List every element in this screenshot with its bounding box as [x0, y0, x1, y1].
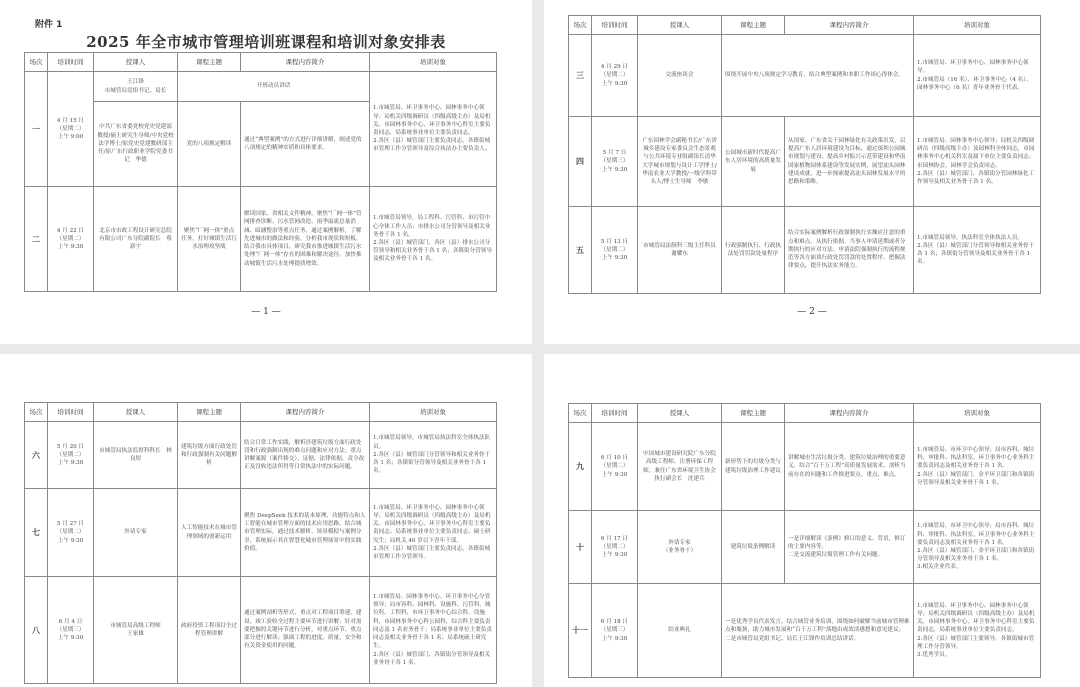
- header-session: 场次: [569, 16, 592, 35]
- training-time: 6 月 17 日 （星期二） 上午 9:30: [592, 511, 638, 584]
- course-topic: 公园城市新时代提高广东人居环境的高质量发展: [722, 117, 785, 207]
- table-row: [25, 489, 497, 577]
- training-time: 6 月 10 日 （星期二） 上午 9:30: [592, 423, 638, 511]
- session-number: 九: [569, 423, 592, 511]
- training-time: 5 月 7 日 （星期三） 上午 9:30: [592, 117, 638, 207]
- table-row: [569, 117, 1041, 207]
- course-content: 开班动员讲话: [178, 72, 370, 102]
- training-audience: 1.市城管局、环卫事务中心、园林事务中心领导；局机关四级调研员（四级高级主办）及局机关、市园林事务中心、环卫事务中心科室主要负责同志，局系统事业单位主要负责同志。 2.各区（县）城管部门主要领导，各镇街城市管理工作分管领导。 3.优秀学员。: [914, 584, 1041, 678]
- page-1: [0, 0, 532, 344]
- session-number: 六: [25, 422, 48, 489]
- lecturer: 市城管局法制科三级主任科员 谢耀东: [638, 207, 722, 294]
- table-row: [25, 577, 497, 684]
- page-number: — 2 —: [797, 307, 827, 317]
- table-row: [25, 422, 497, 489]
- course-topic: 行政强制执行、行政执法处罚罚款处量程序: [722, 207, 785, 294]
- header-row: [25, 403, 497, 422]
- table-row: [569, 511, 1041, 584]
- header-time: 培训时间: [592, 404, 638, 423]
- schedule-table: [568, 15, 1041, 294]
- header-time: 培训时间: [48, 403, 94, 422]
- lecturer: 北京市市政工程设计研究总院有限公司广东分院副院长 蔡新宇: [94, 187, 178, 292]
- header-time: 培训时间: [592, 16, 638, 35]
- attachment-label: 附件 1: [35, 20, 63, 30]
- training-audience: 1.市城管局领导，执法科室全体执法人员。 2.各区（县）城管部门分管领导和相关业务骨干各 1 名；各镇街分管领导及相关业务骨干各 1 名。: [914, 207, 1041, 294]
- table-row: [569, 35, 1041, 117]
- session-number: 五: [569, 207, 592, 294]
- training-time: 4 月 15 日 （星期二） 上午 9:00: [48, 72, 94, 187]
- training-audience: 1.市城管局、市环卫中心领导；局市容科、城垃科、审批科、执法科室，环卫事务中心业务科主要负责同志及相关业务骨干各 1 名。 2.各区（县）城管部门、金平环卫部门和各镇街分管领导及相关业务骨干各 1 名。 3.相关企业代表。: [914, 511, 1041, 584]
- header-audience: 培训对象: [370, 53, 497, 72]
- course-topic: 建筑垃圾条例解读: [722, 511, 785, 584]
- session-number: 三: [569, 35, 592, 117]
- training-audience: 1.市城管局领导，市城管局执法科室全体执法队员。 2.各区（县）城管部门分管领导和相关业务骨干各 1 名；各镇街分管领导及相关业务骨干各 1 名。: [370, 422, 497, 489]
- header-row: [25, 53, 497, 72]
- session-number: 二: [25, 187, 48, 292]
- header-topic: 课程主题: [178, 403, 241, 422]
- header-audience: 培训对象: [370, 403, 497, 422]
- header-lecturer: 授课人: [94, 403, 178, 422]
- lecturer: 结业典礼: [638, 584, 722, 678]
- schedule-table: [24, 52, 497, 292]
- table-row: [569, 207, 1041, 294]
- course-topic: 新形势下的垃圾分类与建筑垃圾治理工作建议: [722, 423, 785, 511]
- course-content: 讲解城市生活垃圾分类、建筑垃圾治理的重要意义，结合“百千万工程”高质量发展需求，剖析当前存在的问题和工作推进要点、重点、难点。: [785, 423, 914, 511]
- training-time: 4 月 22 日 （星期二） 上午 9:30: [48, 187, 94, 292]
- header-content: 课程内容简介: [785, 16, 914, 35]
- schedule-table: [568, 403, 1041, 678]
- header-lecturer: 授课人: [638, 404, 722, 423]
- training-audience: 1.市城管局、市环卫中心领导；局市容科、城垃科、审批科、执法科室，环卫事务中心业务科主要负责同志及相关业务骨干各 1 名。 2.各区（县）城管部门、金平环卫部门和各镇街分管领导及相关业务骨干各 1 名。: [914, 423, 1041, 511]
- header-audience: 培训对象: [914, 16, 1041, 35]
- header-row: [569, 404, 1041, 423]
- training-time: 6 月 18 日 （星期三） 上午 9:30: [592, 584, 638, 678]
- course-content: 围绕开展中央八项规定学习教育，结合典型案例和本职工作谈心得体会。: [722, 35, 914, 117]
- header-session: 场次: [25, 403, 48, 422]
- course-content: 解读国家、省相关文件精神，聚焦“厂网一体”管网排查诊断、污水管网改造、雨季溢流总量消减、暗涵整治等重点任务，通过案例解析，了解先进城市的做法和经验，分析我市现状和短板，结合我市具体项目，研究我市推进城镇生活污水处理“厂网一体”存在的困难和解决途径，加快推动城镇生活污水处理提质增效。: [241, 187, 370, 292]
- header-topic: 课程主题: [722, 16, 785, 35]
- header-row: [569, 16, 1041, 35]
- lecturer: 市城管局高级工程师 王家雄: [94, 577, 178, 684]
- course-topic: 人工智能技术在城市管理领域的创新运用: [178, 489, 241, 577]
- header-lecturer: 授课人: [638, 16, 722, 35]
- table-row: [569, 423, 1041, 511]
- header-time: 培训时间: [48, 53, 94, 72]
- training-time: 4 月 29 日 （星期二） 上午 9:30: [592, 35, 638, 117]
- course-content: 从国家、广东省关于园林绿化有关政策出发，以提高广东人居环境建设为目标，通过深圳公园城市规划与建设、提高乡村振兴示范带建设和华南国家植物园体系建设等发展实例，展望汕头园林建设成就，进一步探索提高汕头园林发展水平的思路和策略。: [785, 117, 914, 207]
- document-title: 2025 年全市城市管理培训班课程和培训对象安排表: [86, 33, 446, 51]
- course-content: 一是优秀学员代表发言。结合城管业务培训，围绕如何破解当前城市管理难点和瓶颈，助力城市发展和“百千万工程”落地出成效谈感想和意见建议； 二是市城管局党组书记、局长王江锋作培训总结讲话。: [722, 584, 914, 678]
- course-content: 一是详细解读《条例》修订的意义、背景，修订的主要内容等。 二是交流建筑垃圾管理工作有关问题。: [785, 511, 914, 584]
- header-session: 场次: [569, 404, 592, 423]
- header-content: 课程内容简介: [785, 404, 914, 423]
- header-topic: 课程主题: [722, 404, 785, 423]
- header-content: 课程内容简介: [241, 53, 370, 72]
- training-time: 5 月 13 日 （星期二） 上午 9:30: [592, 207, 638, 294]
- header-audience: 培训对象: [914, 404, 1041, 423]
- course-content: 聚焦 DeepSeek 技术的基本原理、功能特点和人工智能在城市管理方面的技术应用思路，结合城市管理实际，通过技术解析、场景模拟与案例分享，系统展示其在智慧化城市管理场景中的实践价值。: [241, 489, 370, 577]
- training-time: 6 月 4 日 （星期三） 上午 9:30: [48, 577, 94, 684]
- course-topic: 政府投资工程项目全过程管理讲解: [178, 577, 241, 684]
- session-number: 一: [25, 72, 48, 187]
- training-time: 5 月 27 日 （星期二） 上午 9:30: [48, 489, 94, 577]
- course-topic: 党的八项规定解读: [178, 102, 241, 187]
- session-number: 四: [569, 117, 592, 207]
- page-3: [0, 354, 532, 687]
- header-session: 场次: [25, 53, 48, 72]
- table-row: [25, 72, 497, 102]
- course-topic: 聚焦“厂网一体”重点任务，打好城镇生活污水治理攻坚战: [178, 187, 241, 292]
- lecturer: 中国城市建设研究院广东分院高级工程师、注册环保工程师，兼任广东省环境卫生协会执行副会长 沈建兵: [638, 423, 722, 511]
- session-number: 十一: [569, 584, 592, 678]
- training-audience: 1.市城管局、环卫事务中心、园林事务中心领导；局机关四级调研员（四级高级主办）及局机关、市园林事务中心、环卫事务中心科室主要负责同志，局系统事业单位主要负责同志。 2.各区（县）城管部门主要负责同志，各镇街城市管理工作分管领导及综合执法办主要负责人。: [370, 72, 497, 187]
- page-4: [544, 354, 1080, 687]
- schedule-table: [24, 402, 497, 684]
- session-number: 八: [25, 577, 48, 684]
- session-number: 七: [25, 489, 48, 577]
- lecturer: 交流座谈会: [638, 35, 722, 117]
- page-number: — 1 —: [251, 307, 281, 317]
- header-lecturer: 授课人: [94, 53, 178, 72]
- session-number: 十: [569, 511, 592, 584]
- page-2: [544, 0, 1080, 344]
- course-content: 结合实际案例解析行政强制执行实操应注意的重点和难点。从执行依据、当事人申请延期或者分期执行的应对方法、申请法院强制执行的流程规范等各方面谈行政处罚罚款的处置程序。把握法律要点，提升执法实务能力。: [785, 207, 914, 294]
- table-row: [569, 584, 1041, 678]
- lecturer: 王江锋 市城管局党组书记、局长: [94, 72, 178, 102]
- course-content: 通过案例剖析等形式，重点对工程项目筹建、建设、竣工验收全过程主要环节进行讲解；针对需要把握的关键环节进行分析，对重点环节、重点部分进行解读；强调工程的进度、质量、安全和有关资金使用的问题。: [241, 577, 370, 684]
- training-audience: 1.市城管局领导，局工程科、污管科、市污管中心全体工作人员；市排水公司分管领导及相关业务骨干各 1 名。 2.各区（县）城管部门、各区（县）排水公司分管领导和相关业务骨干各 1 名；各镇街分管领导及相关业务骨干各 1 名。: [370, 187, 497, 292]
- training-audience: 1.市城管局、环卫事务中心、园林事务中心领导；局机关四级调研员（四级高级主办）及局机关、市园林事务中心、环卫事务中心科室主要负责同志；局系统事业单位主要负责同志、硕士研究生；局机关 40 岁以下青年干部。 2.各区（县）城管部门主要负责同志，各镇街城市管理工作分管领导。: [370, 489, 497, 577]
- course-content: 结合日常工作实践，解析涉建筑垃圾方面行政处罚和行政强制出现的难点问题和应对方法；重点讲解案源（案件移交）、证据、法律依据、责令改正及没收违法所得等日常执法中的实际问题。: [241, 422, 370, 489]
- lecturer: 市城管局执法监督科科长 林良煜: [94, 422, 178, 489]
- lecturer: 广东园林学会副秘书长/广东省城乡建设专家委员会生态景观与公共环境专业组副组长清华大学城市规划与设计工学博士/华南农业大学教授/一级学科带头人/博士生导师 李敏: [638, 117, 722, 207]
- lecturer: 中共广东省委党校党史党建部教授/硕士研究生导师/中央党校法学博士/原党史党建教研部主任/原广东行政职业学院党委书记 华德: [94, 102, 178, 187]
- header-topic: 课程主题: [178, 53, 241, 72]
- lecturer: 外请专家 （业务骨干）: [638, 511, 722, 584]
- table-row: [25, 187, 497, 292]
- training-audience: 1.市城管局、园林事务中心、环卫事务中心分管领导；局市容科、园林科、设施科、污管科、城垃科、工程科，市环卫事务中心综合科、设施科，市园林事务中心科公园科、综合科主要负责同志及 1 名业务骨干；局系统事业单位主要负责同志及相关业务骨干各 1 名；局系统硕士研究生。 2.各区（县）城管部门、各镇街分管领导及相关业务骨干各 1 名。: [370, 577, 497, 684]
- training-audience: 1.市城管局、园林事务中心领导；局机关四级调研员（四级高级主办）及园林科全体同志，市园林事务中心机关科室及属下单位主要负责同志；市园林协会、园林学会负责同志。 2.各区（县）城管部门、各镇街分管园林绿化工作领导及相关业务骨干各 1 名。: [914, 117, 1041, 207]
- course-topic: 建筑垃圾方面行政处罚和行政强制有关问题解析: [178, 422, 241, 489]
- lecturer: 外请专家: [94, 489, 178, 577]
- training-audience: 1.市城管局、环卫事务中心、园林事务中心领导。 2.市城管局（16 名）、环卫事务中心（4 名）、园林事务中心（6 名）青年业务骨干代表。: [914, 35, 1041, 117]
- training-time: 5 月 20 日 （星期二） 上午 9:30: [48, 422, 94, 489]
- course-content: 通过“典型案例”的方式进行详细讲解，阐述党的八项规定的精神实质和具体要求。: [241, 102, 370, 187]
- header-content: 课程内容简介: [241, 403, 370, 422]
